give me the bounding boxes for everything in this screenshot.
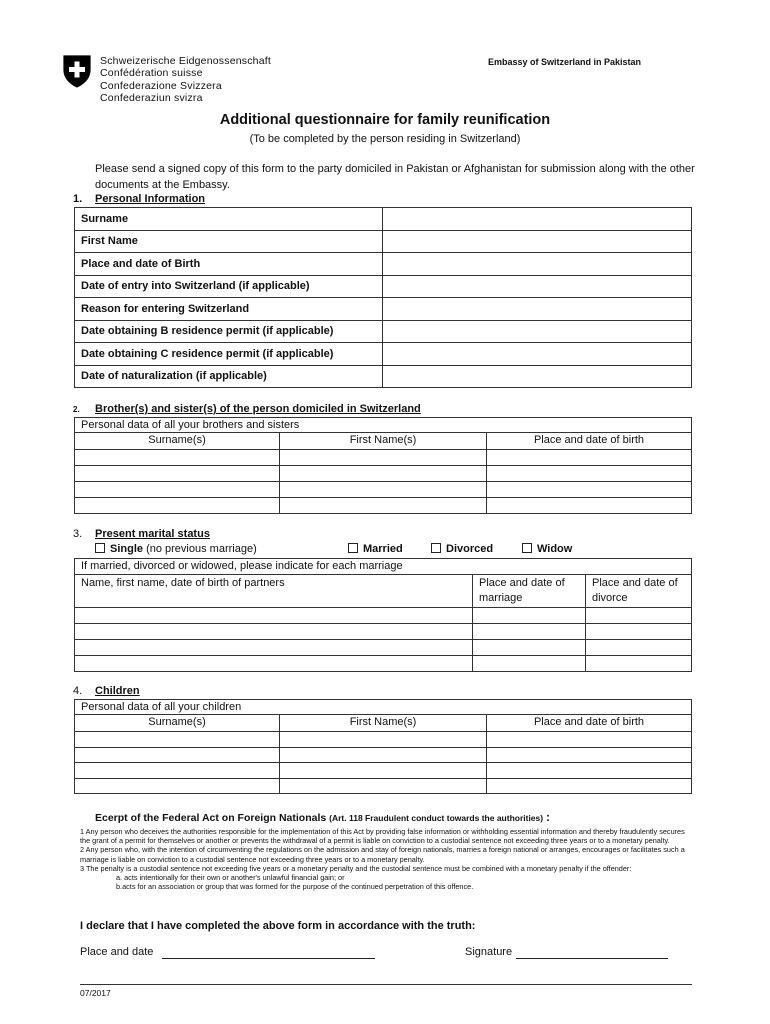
input-cell[interactable] [280, 450, 487, 466]
input-cell[interactable] [75, 498, 280, 514]
table-row [75, 365, 692, 388]
table-row [75, 656, 692, 672]
row-label: Date of naturalization (if applicable) [75, 365, 383, 388]
input-cell[interactable] [473, 608, 586, 624]
column-header: Place and date of birth [487, 715, 692, 732]
table-row [75, 343, 692, 366]
table-row [75, 747, 692, 763]
marriages-subheader: If married, divorced or widowed, please indicate for each marriage [75, 559, 692, 575]
section2-number: 2. [73, 405, 80, 414]
input-cell[interactable] [586, 608, 692, 624]
confederation-name-fr: Confédération suisse [100, 67, 203, 80]
row-label: Date obtaining B residence permit (if applicable) [75, 320, 383, 343]
table-row [75, 778, 692, 794]
input-cell[interactable] [280, 732, 487, 748]
input-cell[interactable] [383, 320, 692, 343]
input-cell[interactable] [280, 763, 487, 779]
page-title: Additional questionnaire for family reunification [219, 112, 551, 128]
input-cell[interactable] [75, 466, 280, 482]
section4-number: 4. [73, 685, 83, 697]
column-header: First Name(s) [280, 433, 487, 450]
input-cell[interactable] [487, 763, 692, 779]
excerpt-colon: : [546, 810, 551, 824]
row-label: Reason for entering Switzerland [75, 298, 383, 321]
input-cell[interactable] [280, 466, 487, 482]
personal-info-table [74, 207, 692, 388]
input-cell[interactable] [383, 230, 692, 253]
input-cell[interactable] [383, 275, 692, 298]
confederation-name-it: Confederazione Svizzera [100, 79, 222, 92]
input-cell[interactable] [383, 208, 692, 231]
siblings-table [74, 417, 692, 514]
row-label: Date of entry into Switzerland (if applicable) [75, 275, 383, 298]
excerpt-body [80, 827, 692, 891]
declaration-text: I declare that I have completed the above form in accordance with the truth: [80, 920, 476, 932]
column-header: Place and date of marriage [473, 575, 586, 608]
children-subheader: Personal data of all your children [75, 700, 692, 715]
children-table [74, 699, 692, 794]
excerpt-paragraph-2: 2 Any person who, with the intention of circumventing the regulations on the admission and stay of foreign nationals, marries a foreign national or arranges, encourages or facilitates such a marriage is liable on conviction to a custodial sentence not exceeding three years or to a monetary penalty. [80, 845, 685, 864]
checkbox-married[interactable] [348, 543, 358, 553]
column-header: First Name(s) [280, 715, 487, 732]
section1-number: 1. [73, 193, 83, 205]
row-label: First Name [75, 230, 383, 253]
signature-label: Signature [465, 946, 513, 958]
table-row [75, 320, 692, 343]
row-label: Place and date of Birth [75, 253, 383, 276]
input-cell[interactable] [383, 343, 692, 366]
page-subtitle: (To be completed by the person residing in Switzerland) [249, 133, 521, 145]
table-row [75, 624, 692, 640]
excerpt-item-b: b.acts for an association or group that was formed for the purpose of the continued perpetration of this offence. [116, 882, 474, 892]
excerpt-title: Ecerpt of the Federal Act on Foreign Nationals [95, 812, 327, 824]
input-cell[interactable] [586, 656, 692, 672]
input-cell[interactable] [75, 763, 280, 779]
checkbox-divorced[interactable] [431, 543, 441, 553]
input-cell[interactable] [487, 747, 692, 763]
input-cell[interactable] [487, 466, 692, 482]
excerpt-paragraph-3: 3 The penalty is a custodial sentence not exceeding five years or a monetary penalty and the custodial sentence must be combined with a monetary penalty if the offender: [80, 863, 632, 873]
excerpt-subtitle: (Art. 118 Fraudulent conduct towards the authorities) [329, 813, 544, 823]
checkbox-single[interactable] [95, 543, 105, 553]
column-header: Place and date of birth [487, 433, 692, 450]
table-row [75, 208, 692, 231]
table-row [75, 732, 692, 748]
checkbox-widow[interactable] [522, 543, 532, 553]
input-cell[interactable] [75, 778, 280, 794]
input-cell[interactable] [75, 482, 280, 498]
input-cell[interactable] [487, 450, 692, 466]
table-row [75, 298, 692, 321]
input-cell[interactable] [75, 608, 473, 624]
section3-number: 3. [73, 528, 83, 540]
input-cell[interactable] [487, 498, 692, 514]
input-cell[interactable] [75, 624, 473, 640]
table-row [75, 640, 692, 656]
excerpt-heading [95, 810, 550, 824]
input-cell[interactable] [280, 482, 487, 498]
marital-option-married[interactable]: Married [348, 543, 403, 555]
table-row [75, 608, 692, 624]
column-header: Surname(s) [75, 433, 280, 450]
input-cell[interactable] [487, 482, 692, 498]
table-row [75, 450, 692, 466]
input-cell[interactable] [75, 732, 280, 748]
input-cell[interactable] [473, 624, 586, 640]
confederation-names [100, 55, 271, 104]
row-label: Surname [75, 208, 383, 231]
input-cell[interactable] [487, 732, 692, 748]
table-row [75, 498, 692, 514]
section3-title: Present marital status [95, 528, 210, 540]
input-cell[interactable] [586, 640, 692, 656]
column-header: Surname(s) [75, 715, 280, 732]
marital-option-widow[interactable]: Widow [522, 543, 572, 555]
table-row [75, 253, 692, 276]
input-cell[interactable] [75, 640, 473, 656]
excerpt-paragraph-1: 1 Any person who deceives the authorities responsible for the implementation of this Act by providing false information or withholding essential information and thereby fraudulently secures the grant of a permit for themselves or another or prevents the withdrawal of a permit is liable on conviction to a custodial sentence not exceeding three years or to a monetary penalty. [80, 827, 685, 846]
section1-title: Personal Information [95, 193, 206, 205]
footer-version: 07/2017 [80, 988, 111, 998]
footer-rule [80, 984, 692, 985]
input-cell[interactable] [383, 365, 692, 388]
input-cell[interactable] [280, 498, 487, 514]
input-cell[interactable] [280, 778, 487, 794]
table-row [75, 482, 692, 498]
table-row [75, 230, 692, 253]
confederation-name-rm: Confederaziun svizra [100, 91, 203, 104]
siblings-subheader: Personal data of all your brothers and sisters [75, 418, 692, 433]
table-row [75, 466, 692, 482]
place-date-label: Place and date [80, 946, 154, 958]
input-cell[interactable] [75, 747, 280, 763]
section4-title: Children [95, 685, 140, 697]
input-cell[interactable] [473, 656, 586, 672]
input-cell[interactable] [383, 253, 692, 276]
marital-option-divorced[interactable]: Divorced [431, 543, 493, 555]
input-cell[interactable] [280, 747, 487, 763]
input-cell[interactable] [75, 656, 473, 672]
row-label: Date obtaining C residence permit (if applicable) [75, 343, 383, 366]
input-cell[interactable] [473, 640, 586, 656]
column-header: Place and date of divorce [586, 575, 692, 608]
marital-option-single[interactable]: Single (no previous marriage) [95, 543, 257, 555]
table-row [75, 763, 692, 779]
place-date-line[interactable] [162, 958, 375, 959]
confederation-name-de: Schweizerische Eidgenossenschaft [100, 55, 271, 67]
signature-line[interactable] [516, 958, 668, 959]
input-cell[interactable] [586, 624, 692, 640]
section2-title: Brother(s) and sister(s) of the person domiciled in Switzerland [95, 403, 421, 415]
swiss-coat-of-arms-logo [62, 54, 92, 88]
table-row [75, 275, 692, 298]
excerpt-item-a: a. acts intentionally for their own or another's unlawful financial gain; or [116, 873, 345, 883]
column-header: Name, first name, date of birth of partners [75, 575, 473, 608]
input-cell[interactable] [75, 450, 280, 466]
embassy-name: Embassy of Switzerland in Pakistan [488, 57, 642, 67]
input-cell[interactable] [383, 298, 692, 321]
marriages-table [74, 558, 692, 672]
input-cell[interactable] [487, 778, 692, 794]
intro-text: Please send a signed copy of this form to the party domiciled in Pakistan or Afghanistan for submission along with the other documents at the Embassy. [95, 163, 695, 191]
